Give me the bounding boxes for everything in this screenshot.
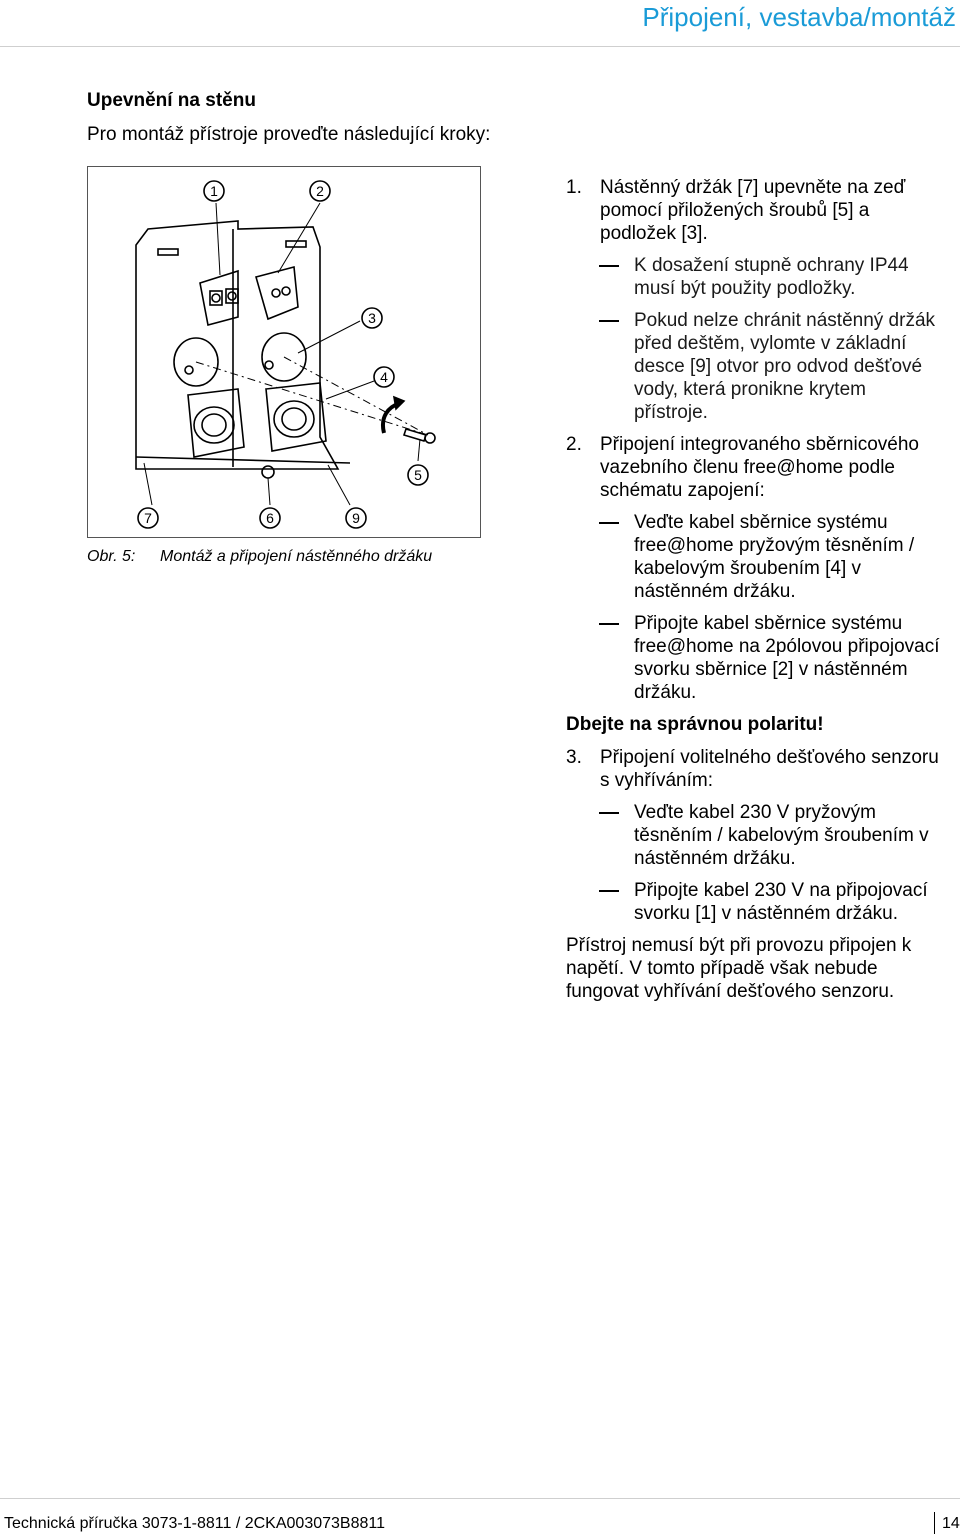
intro-text: Pro montáž přístroje proveďte následující kroky: bbox=[87, 124, 491, 145]
figure-caption-text: Montáž a připojení nástěnného držáku bbox=[160, 548, 433, 565]
dash-marker bbox=[599, 522, 619, 524]
dash-marker bbox=[599, 623, 619, 625]
step-text: Připojení integrovaného sběrnicového vazebního členu free@home podle schématu zapojení: bbox=[600, 434, 919, 501]
step-text: Připojení volitelného dešťového senzoru s vyhříváním: bbox=[600, 747, 939, 791]
dash-marker bbox=[599, 320, 619, 322]
section-heading: Upevnění na stěnu bbox=[87, 90, 256, 111]
callout-label-2: 2 bbox=[316, 183, 324, 199]
bullet-text: Pokud nelze chránit nástěnný držák před deštěm, vylomte v základní desce [9] otvor pro odvod dešťové vody, která pronikne krytem přístroje. bbox=[634, 310, 936, 423]
callout-label-5: 5 bbox=[414, 467, 422, 483]
figure-caption-number: Obr. 5: bbox=[87, 548, 136, 565]
dash-marker bbox=[599, 265, 619, 267]
drain-hole bbox=[262, 466, 274, 478]
bullet-text: Připojte kabel sběrnice systému free@home na 2pólovou připojovací svorku sběrnice [2] v nástěnném držáku. bbox=[634, 613, 940, 703]
callout-label-7: 7 bbox=[144, 510, 152, 526]
closing-paragraph: Přístroj nemusí být při provozu připojen k napětí. V tomto případě však nebude fungovat vyhřívání dešťového senzoru. bbox=[566, 935, 912, 1002]
instruction-column bbox=[566, 176, 941, 1003]
callout-label-4: 4 bbox=[380, 369, 388, 385]
header-divider bbox=[0, 46, 960, 47]
callout-label-9: 9 bbox=[352, 510, 360, 526]
step-text: Nástěnný držák [7] upevněte na zeď pomocí přiložených šroubů [5] a podložek [3]. bbox=[600, 177, 906, 244]
power-terminal bbox=[256, 267, 298, 319]
step-2 bbox=[566, 433, 941, 502]
bullet-text: Veďte kabel 230 V pryžovým těsněním / kabelovým šroubením v nástěnném držáku. bbox=[634, 802, 929, 869]
bullet-text: K dosažení stupně ochrany IP44 musí být použity podložky. bbox=[634, 255, 909, 299]
bullet-text: Připojte kabel 230 V na připojovací svorku [1] v nástěnném držáku. bbox=[634, 880, 928, 924]
step-number: 1. bbox=[566, 177, 582, 198]
step-1-bullet-2 bbox=[566, 309, 941, 424]
step-1 bbox=[566, 176, 941, 245]
step-2-bullet-2 bbox=[566, 612, 941, 704]
dash-marker bbox=[599, 812, 619, 814]
page-header-title: Připojení, vestavba/montáž bbox=[642, 2, 956, 32]
step-2-bullet-1 bbox=[566, 511, 941, 603]
footer-document-id: Technická příručka 3073-1-8811 / 2CKA003073B8811 bbox=[4, 1515, 385, 1532]
step-3-bullet-2 bbox=[566, 879, 941, 925]
bullet-text: Veďte kabel sběrnice systému free@home pryžovým těsněním / kabelovým šroubením [4] v nástěnném držáku. bbox=[634, 512, 915, 602]
step-number: 3. bbox=[566, 747, 582, 768]
footer-separator bbox=[934, 1512, 935, 1534]
cable-gland-left bbox=[188, 389, 244, 457]
step-3 bbox=[566, 746, 941, 792]
page-number: 14 bbox=[942, 1515, 960, 1532]
callout-label-1: 1 bbox=[210, 183, 218, 199]
polarity-note: Dbejte na správnou polaritu! bbox=[566, 714, 824, 735]
footer-divider bbox=[0, 1498, 960, 1499]
step-number: 2. bbox=[566, 434, 582, 455]
callout-label-3: 3 bbox=[368, 310, 376, 326]
step-3-bullet-1 bbox=[566, 801, 941, 870]
wall-bracket-figure bbox=[87, 166, 481, 538]
dash-marker bbox=[599, 890, 619, 892]
callout-label-6: 6 bbox=[266, 510, 274, 526]
wall-bracket-drawing bbox=[88, 167, 480, 537]
cable-gland-right bbox=[266, 383, 326, 451]
step-1-bullet-1 bbox=[566, 254, 941, 300]
